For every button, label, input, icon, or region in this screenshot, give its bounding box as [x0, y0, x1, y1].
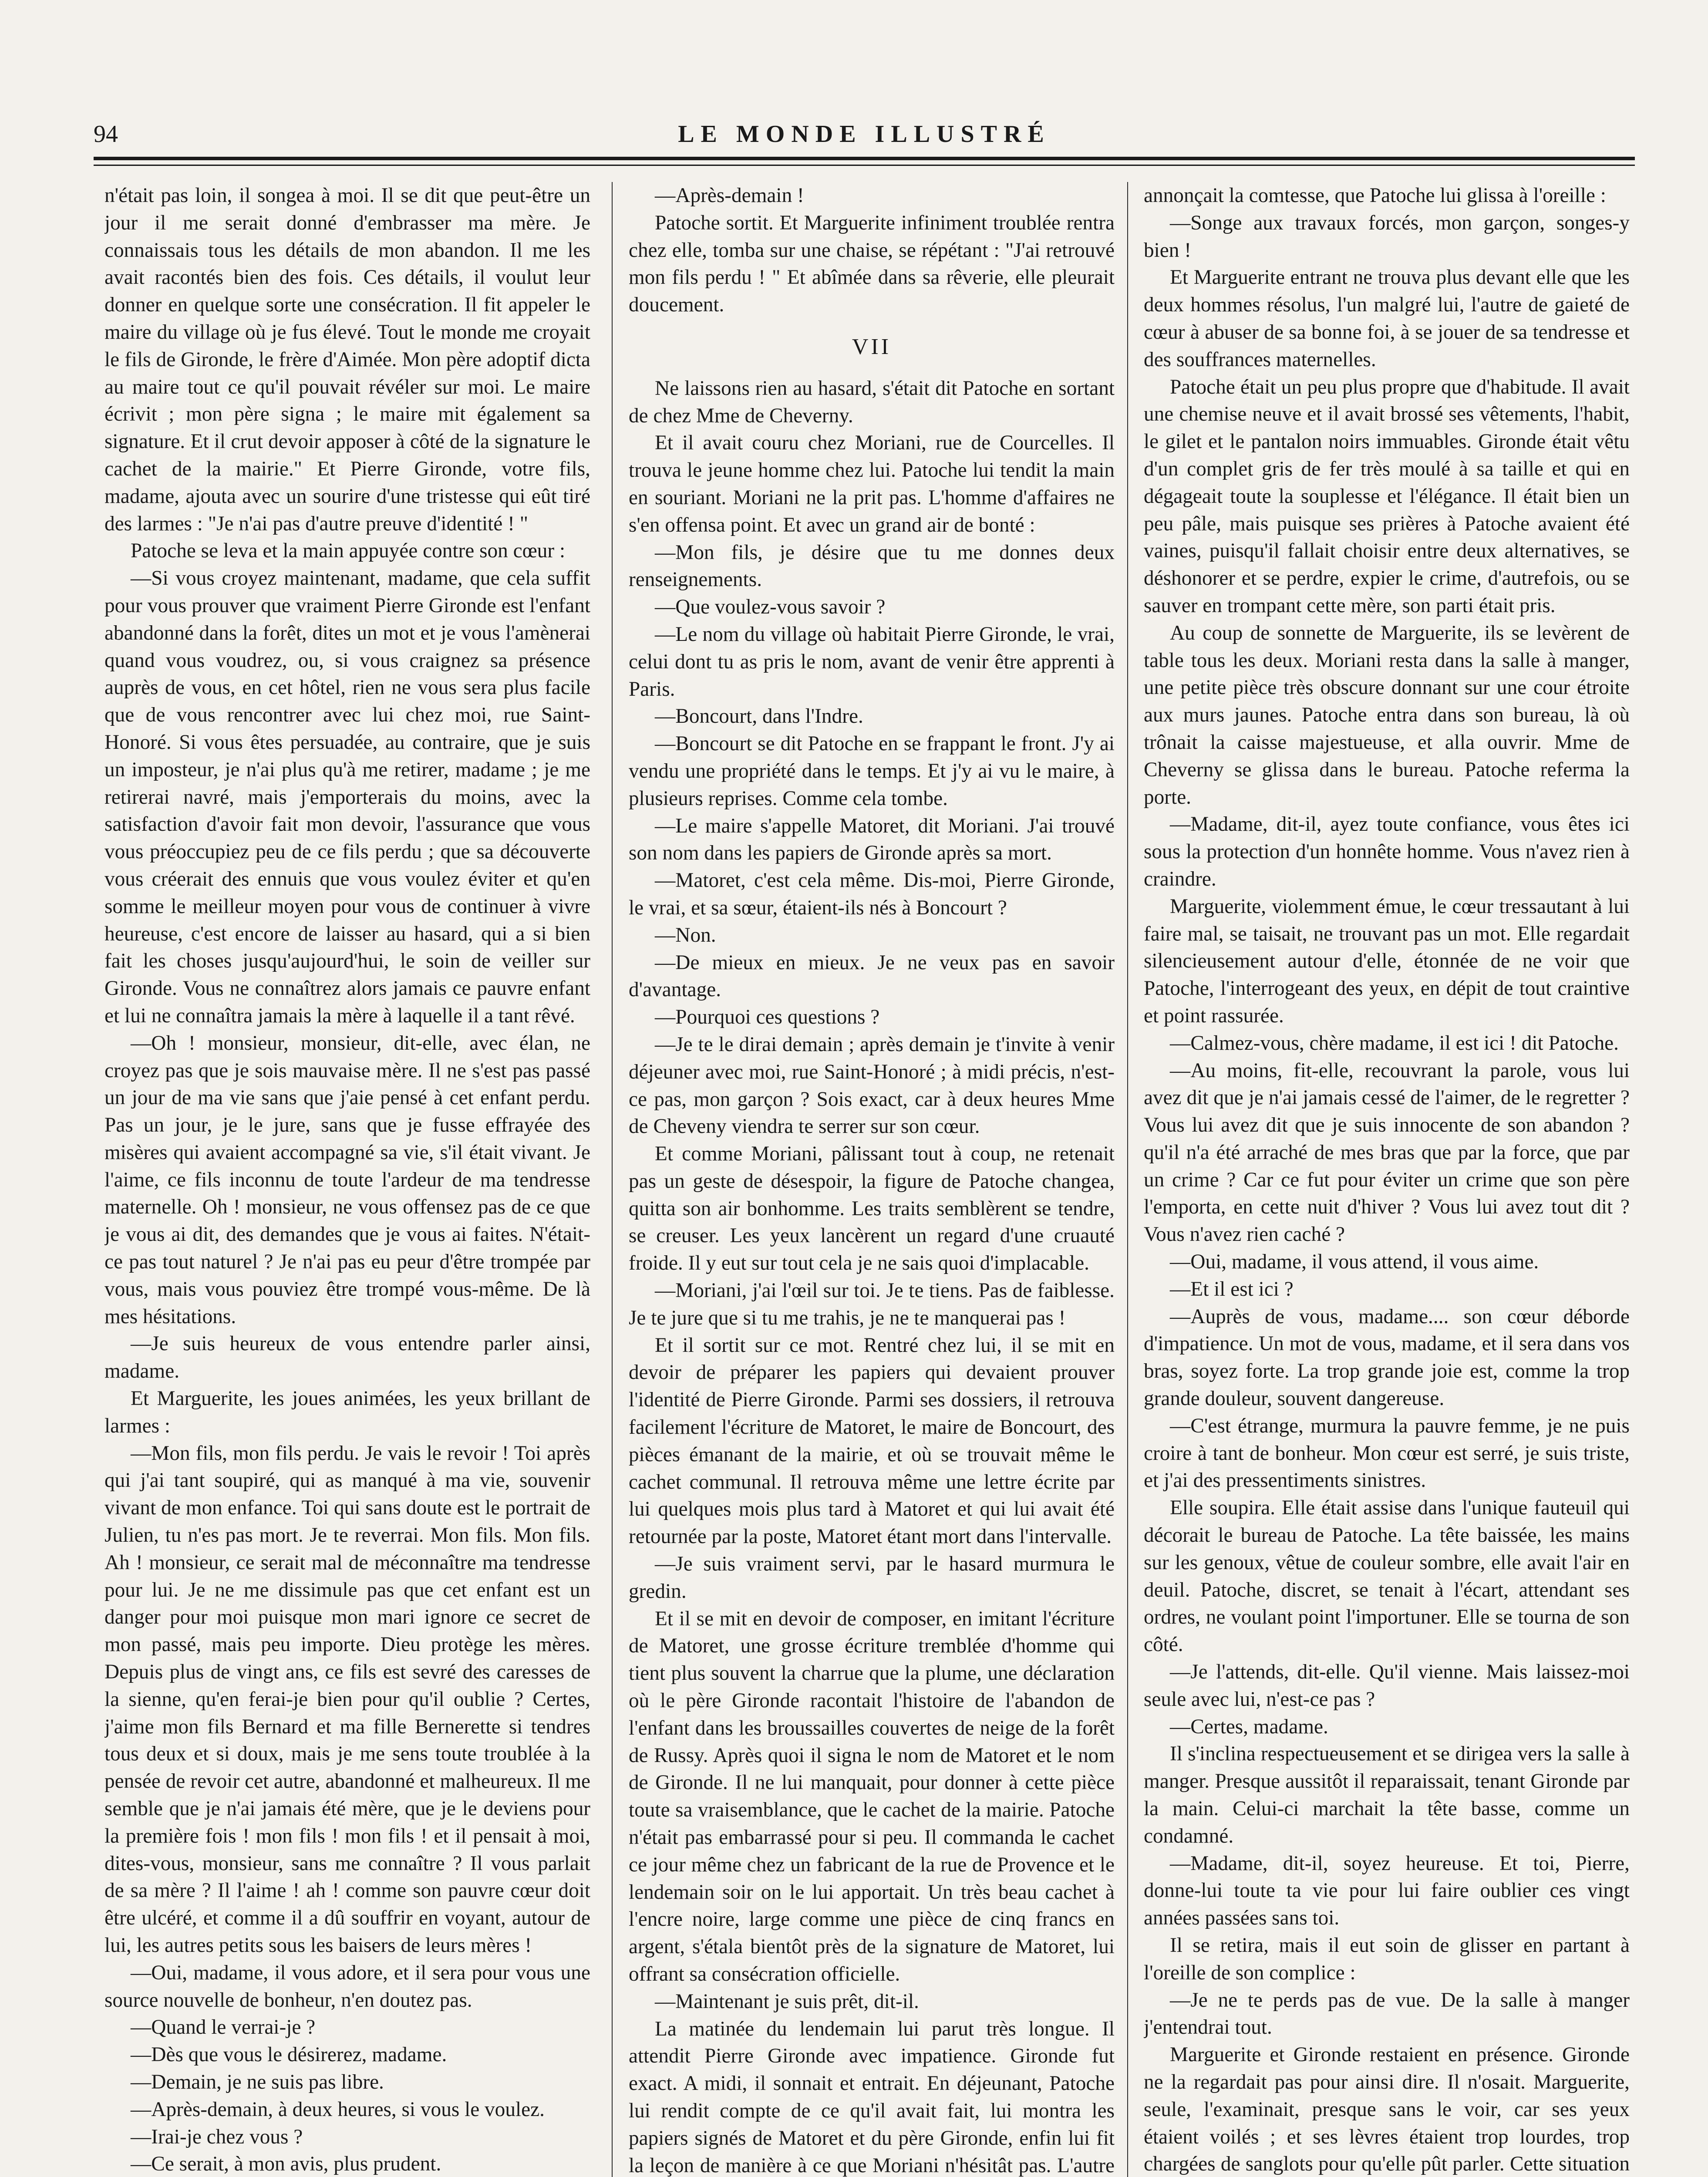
- paragraph: Et Marguerite entrant ne trouva plus devant elle que les deux hommes résolus, l'un malgré lui, l'autre de gaieté de cœur à abuser de sa bonne foi, à se jouer de sa tendresse et des souffrances maternelles.: [1144, 266, 1630, 371]
- paragraph: —Je suis vraiment servi, par le hasard murmura le gredin.: [629, 1553, 1115, 1603]
- paragraph: —Et il est ici ?: [1170, 1277, 1294, 1301]
- paragraph: —Mon fils, mon fils perdu. Je vais le revoir ! Toi après qui j'ai tant soupiré, qui as manqué à ma vie, souvenir vivant de mon enfance. Toi qui sans doute est le portrait de Julien, tu n'es pas mort. Je te reverrai. Mon fils. Mon fils. Ah ! monsieur, ce serait mal de méconnaître ma tendresse pour lui. Je ne me dissimule pas que cet enfant est un danger pour moi puisque mon mari ignore ce secret de mon passé, mais peu importe. Dieu protège les mères. Depuis plus de vingt ans, ce fils est sevré des caresses de la sienne, qu'en ferai-je bien pour qu'il oublie ? Certes, j'aime mon fils Bernard et ma fille Bernerette si tendres tous deux et si doux, mais je me sens toute troublée à la pensée de revoir cet autre, abandonné et malheureux. Il me semble que je n'ai jamais été mère, que je le deviens pour la première fois ! mon fils ! mon fils ! et il pensait à moi, dites-vous, monsieur, sans me connaître ? Il vous parlait de sa mère ? Il l'aime ! ah ! comme son pauvre cœur doit être ulcéré, et comme il a dû souffrir en voyant, autour de lui, les autres petits sous les baisers de leurs mères !: [104, 1442, 590, 1957]
- paragraph: Il s'inclina respectueusement et se dirigea vers la salle à manger. Presque aussitôt il reparaissait, tenant Gironde par la main. Celui-ci marchait la tête basse, comme un condamné.: [1144, 1742, 1630, 1847]
- paragraph: Et il avait couru chez Moriani, rue de Courcelles. Il trouva le jeune homme chez lui. Patoche lui tendit la main en souriant. Moriani ne la prit pas. L'homme d'affaires ne s'en offensa point. Et avec un grand air de bonté :: [629, 431, 1115, 536]
- column-2-chapter-text: [629, 375, 1115, 2177]
- paragraph: Elle soupira. Elle était assise dans l'unique fauteuil qui décorait le bureau de Patoche. La tête baissée, les mains sur les genoux, vêtue de couleur sombre, elle avait l'air en deuil. Patoche, discret, se tenait à l'écart, attendant ses ordres, ne voulant point l'importuner. Elle se tourna de son côté.: [1144, 1496, 1630, 1656]
- paragraph: —Boncourt, dans l'Indre.: [655, 705, 863, 728]
- paragraph: Marguerite et Gironde restaient en présence. Gironde ne la regardait pas pour ainsi dire. Il n'osait. Marguerite, seule, l'examinait, presque sans le voir, car ses yeux étaient voilés ; et ses lèvres étaient trop lourdes, trop chargées de sanglots pour qu'elle pût parler. Cette situation: [1144, 2043, 1630, 2176]
- paragraph: —Après-demain !: [655, 184, 804, 207]
- column-3-text: [1144, 182, 1630, 2177]
- column-divider: [612, 182, 613, 2177]
- paragraph: —Le nom du village où habitait Pierre Gironde, le vrai, celui dont tu as pris le nom, avant de venir être apprenti à Paris.: [629, 623, 1115, 701]
- paragraph: —Que voulez-vous savoir ?: [655, 596, 886, 619]
- paragraph: —Maintenant je suis prêt, dit-il.: [655, 1990, 919, 2013]
- paragraph: —Ce serait, à mon avis, plus prudent.: [131, 2153, 441, 2176]
- paragraph: —Songe aux travaux forcés, mon garçon, songes-y bien !: [1144, 211, 1630, 262]
- column-2-top-text: [629, 182, 1115, 319]
- paragraph: —Auprès de vous, madame.... son cœur déborde d'impatience. Un mot de vous, madame, et il sera dans vos bras, soyez forte. La trop grande joie est, comme la trop grande douleur, souvent dangereuse.: [1144, 1305, 1630, 1410]
- paragraph: —Moriani, j'ai l'œil sur toi. Je te tiens. Pas de faiblesse. Je te jure que si tu me trahis, je ne te manquerai pas !: [629, 1279, 1115, 1329]
- paragraph: Patoche était un peu plus propre que d'habitude. Il avait une chemise neuve et il avait brossé ses vêtements, l'habit, le gilet et le pantalon noirs immuables. Gironde était vêtu d'un complet gris de fer très moulé à sa taille et qui en dégageait toute la souplesse et l'élégance. Il était bien un peu pâle, mais puisque ses prières à Patoche avaient été vaines, puisqu'il fallait choisir entre deux alternatives, se déshonorer et se perdre, expier le crime, d'autrefois, ou se sauver en trompant cette mère, son parti était pris.: [1144, 375, 1630, 617]
- paragraph: Et comme Moriani, pâlissant tout à coup, ne retenait pas un geste de désespoir, la figure de Patoche changea, quitta son air bonhomme. Les traits semblèrent se tendre, se creuser. Les yeux lancèrent un regard d'une cruauté froide. Il y eut sur tout cela je ne sais quoi d'implacable.: [629, 1142, 1115, 1275]
- paragraph: Et il sortit sur ce mot. Rentré chez lui, il se mit en devoir de préparer les papiers qui devaient prouver l'identité de Pierre Gironde. Parmi ses dossiers, il retrouva facilement l'écriture de Matoret, le maire de Boncourt, des pièces émanant de la mairie, et où se trouvait même le cachet communal. Il retrouva même une lettre écrite par lui quelques mois plus tard à Matoret et qui lui avait été retournée par la poste, Matoret étant mort dans l'intervalle.: [629, 1334, 1115, 1548]
- paragraph: Au coup de sonnette de Marguerite, ils se levèrent de table tous les deux. Moriani resta dans la salle à manger, une petite pièce très obscure donnant sur une cour étroite aux murs jaunes. Patoche entra dans son bureau, là où trônait la caisse majestueuse, et alla ouvrir. Mme de Cheverny se glissa dans le bureau. Patoche referma la porte.: [1144, 621, 1630, 809]
- paragraph: —C'est étrange, murmura la pauvre femme, je ne puis croire à tant de bonheur. Mon cœur est serré, je suis triste, et j'ai des pressentiments sinistres.: [1144, 1414, 1630, 1492]
- paragraph: Ne laissons rien au hasard, s'était dit Patoche en sortant de chez Mme de Cheverny.: [629, 377, 1115, 427]
- paragraph: —Oui, madame, il vous attend, il vous aime.: [1170, 1250, 1539, 1274]
- text-column-3: [1144, 182, 1630, 2177]
- paragraph: —De mieux en mieux. Je ne veux pas en savoir d'avantage.: [629, 951, 1115, 1001]
- page-number: 94: [94, 121, 118, 148]
- paragraph: —Oh ! monsieur, monsieur, dit-elle, avec élan, ne croyez pas que je sois mauvaise mère. Il ne s'est pas passé un jour de ma vie sans que j'aie pensé à cet enfant perdu. Pas un jour, je le jure, sans que je fusse effrayée des misères qui avaient accompagné sa vie, s'il était vivant. Je l'aime, ce fils inconnu de toute l'ardeur de ma tendresse maternelle. Oh ! monsieur, ne vous offensez pas de ce que je vous ai dit, des demandes que je vous ai faites. N'était-ce pas tout naturel ? Je n'ai pas eu peur d'être trompée par vous, mais vous pouviez être trompé vous-même. De là mes hésitations.: [104, 1031, 590, 1328]
- paragraph: Et Marguerite, les joues animées, les yeux brillant de larmes :: [104, 1387, 590, 1437]
- paragraph: —Pourquoi ces questions ?: [655, 1006, 880, 1029]
- paragraph: —Irai-je chez vous ?: [131, 2125, 303, 2148]
- paragraph: —Quand le verrai-je ?: [131, 2016, 316, 2039]
- paragraph: —Je te le dirai demain ; après demain je t'invite à venir déjeuner avec moi, rue Saint-Honoré ; à midi précis, n'est-ce pas, mon garçon ? Sois exact, car à deux heures Mme de Cheveny viendra te serrer sur son cœur.: [629, 1033, 1115, 1138]
- paragraph: —Je suis heureux de vous entendre parler ainsi, madame.: [104, 1332, 590, 1383]
- paragraph: Marguerite, violemment émue, le cœur tressautant à lui faire mal, se taisait, ne trouvant pas un mot. Elle regardait silencieusement autour d'elle, étonnée de ne voir que Patoche, l'interrogeant des yeux, en dépit de tout craintive et point rassurée.: [1144, 895, 1630, 1027]
- header-rule-thick: [94, 157, 1635, 160]
- paragraph: —Au moins, fit-elle, recouvrant la parole, vous lui avez dit que je n'ai jamais cessé de l'aimer, de le regretter ? Vous lui avez dit que je suis innocente de son abandon ? qu'il n'a été arraché de mes bras que par la force, que par un crime ? Car ce fut pour éviter un crime que son père l'emporta, en cette nuit d'hiver ? Vous lui avez tout dit ? Vous n'avez rien caché ?: [1144, 1059, 1630, 1246]
- paragraph: n'était pas loin, il songea à moi. Il se dit que peut-être un jour il me serait donné d'embrasser ma mère. Je connaissais tous les détails de mon abandon. Il me les avait racontés bien des fois. Ces détails, il voulut leur donner en quelque sorte une consécration. Il fit appeler le maire du village où je fus élevé. Tout le monde me croyait le fils de Gironde, le frère d'Aimée. Mon père adoptif dicta au maire tout ce qu'il pouvait révéler sur moi. Le maire écrivit ; mon père signa ; le maire mit également sa signature. Et il crut devoir apposer à côté de la signature le cachet de la mairie." Et Pierre Gironde, votre fils, madame, ajouta avec un sourire d'une tristesse qui eût tiré des larmes : "Je n'ai pas d'autre preuve d'identité ! ": [104, 184, 590, 535]
- column-divider: [1127, 182, 1128, 2177]
- paragraph: Patoche se leva et la main appuyée contre son cœur :: [131, 539, 566, 563]
- paragraph: —Je l'attends, dit-elle. Qu'il vienne. Mais laissez-moi seule avec lui, n'est-ce pas ?: [1144, 1661, 1630, 1711]
- paragraph: —Madame, dit-il, soyez heureuse. Et toi, Pierre, donne-lui toute ta vie pour lui faire oublier ces vingt années passées sans toi.: [1144, 1852, 1630, 1930]
- paragraph: —Après-demain, à deux heures, si vous le voulez.: [131, 2098, 545, 2121]
- text-column-2: [629, 182, 1115, 2177]
- paragraph: Il se retira, mais il eut soin de glisser en partant à l'oreille de son complice :: [1144, 1934, 1630, 1984]
- paragraph: La matinée du lendemain lui parut très longue. Il attendit Pierre Gironde avec impatience. Gironde fut exact. A midi, il sonnait et entrait. En déjeunant, Patoche lui rendit compte de ce qu'il avait fait, lui montra les papiers signés de Matoret et du père Gironde, enfin lui fit la leçon de manière à ce que Moriani n'hésitât pas. L'autre: [629, 2017, 1115, 2177]
- paragraph: —Boncourt se dit Patoche en se frappant le front. J'y ai vendu une propriété dans le temps. Et j'y ai vu le maire, à plusieurs reprises. Comme cela tombe.: [629, 732, 1115, 810]
- journal-title: LE MONDE ILLUSTRÉ: [678, 121, 1051, 148]
- paragraph: —Madame, dit-il, ayez toute confiance, vous êtes ici sous la protection d'un honnête homme. Vous n'avez rien à craindre.: [1144, 813, 1630, 890]
- paragraph: —Je ne te perds pas de vue. De la salle à manger j'entendrai tout.: [1144, 1988, 1630, 2039]
- paragraph: —Dès que vous le désirerez, madame.: [131, 2043, 447, 2066]
- paragraph: —Oui, madame, il vous adore, et il sera pour vous une source nouvelle de bonheur, n'en doutez pas.: [104, 1961, 590, 2012]
- paragraph: Et il se mit en devoir de composer, en imitant l'écriture de Matoret, une grosse écriture tremblée d'homme qui tient plus souvent la charrue que la plume, une déclaration où le père Gironde racontait l'histoire de l'abandon de l'enfant dans les broussailles couvertes de neige de la forêt de Russy. Après quoi il signa le nom de Matoret et le nom de Gironde. Il ne lui manquait, pour donner à cette pièce toute sa vraisemblance, que le cachet de la mairie. Patoche n'était pas embarrassé pour si peu. Il commanda le cachet ce jour même chez un fabricant de la rue de Provence et le lendemain soir on le lui apportait. Un très beau cachet à l'encre noire, large comme une pièce de cinq francs en argent, s'étala bientôt près de la signature de Matoret, lui offrant sa consécration officielle.: [629, 1607, 1115, 1985]
- paragraph: Patoche sortit. Et Marguerite infiniment troublée rentra chez elle, tomba sur une chaise, se répétant : "J'ai retrouvé mon fils perdu ! " Et abîmée dans sa rêverie, elle pleurait doucement.: [629, 211, 1115, 317]
- paragraph: —Calmez-vous, chère madame, il est ici ! dit Patoche.: [1170, 1031, 1619, 1055]
- page-header: [94, 117, 1635, 152]
- paragraph: —Non.: [655, 923, 716, 947]
- paragraph: annonçait la comtesse, que Patoche lui glissa à l'oreille :: [1144, 184, 1606, 207]
- paragraph: —Demain, je ne suis pas libre.: [131, 2070, 384, 2093]
- paragraph: —Matoret, c'est cela même. Dis-moi, Pierre Gironde, le vrai, et sa sœur, étaient-ils nés à Boncourt ?: [629, 869, 1115, 919]
- header-rule-thin: [94, 165, 1635, 166]
- text-column-1: [104, 182, 590, 2177]
- paragraph: —Certes, madame.: [1170, 1715, 1328, 1738]
- paragraph: —Mon fils, je désire que tu me donnes deux renseignements.: [629, 541, 1115, 591]
- paragraph: —Si vous croyez maintenant, madame, que cela suffit pour vous prouver que vraiment Pierre Gironde est l'enfant abandonné dans la forêt, dites un mot et je vous l'amènerai quand vous voudrez, ou, si vous craignez sa présence auprès de vous, en cet hôtel, rien ne vous sera plus facile que de vous rencontrer avec lui chez moi, rue Saint-Honoré. Si vous êtes persuadée, au contraire, que je suis un imposteur, je n'ai plus qu'à me retirer, madame ; je me retirerai navré, mais j'emporterais du moins, avec la satisfaction d'avoir fait mon devoir, l'assurance que vous vous préoccupiez peu de ce fils perdu ; que sa découverte vous créerait des ennuis que vous voulez éviter et qu'en somme le meilleur moyen pour vous de continuer à vivre heureuse, c'est encore de laisser au hasard, qui a si bien fait les choses jusqu'aujourd'hui, le soin de veiller sur Gironde. Vous ne connaîtrez alors jamais ce pauvre enfant et lui ne connaîtra jamais la mère à laquelle il a tant rêvé.: [104, 567, 590, 1027]
- chapter-heading: VII: [852, 334, 892, 359]
- paragraph: —Le maire s'appelle Matoret, dit Moriani. J'ai trouvé son nom dans les papiers de Gironde après sa mort.: [629, 814, 1115, 865]
